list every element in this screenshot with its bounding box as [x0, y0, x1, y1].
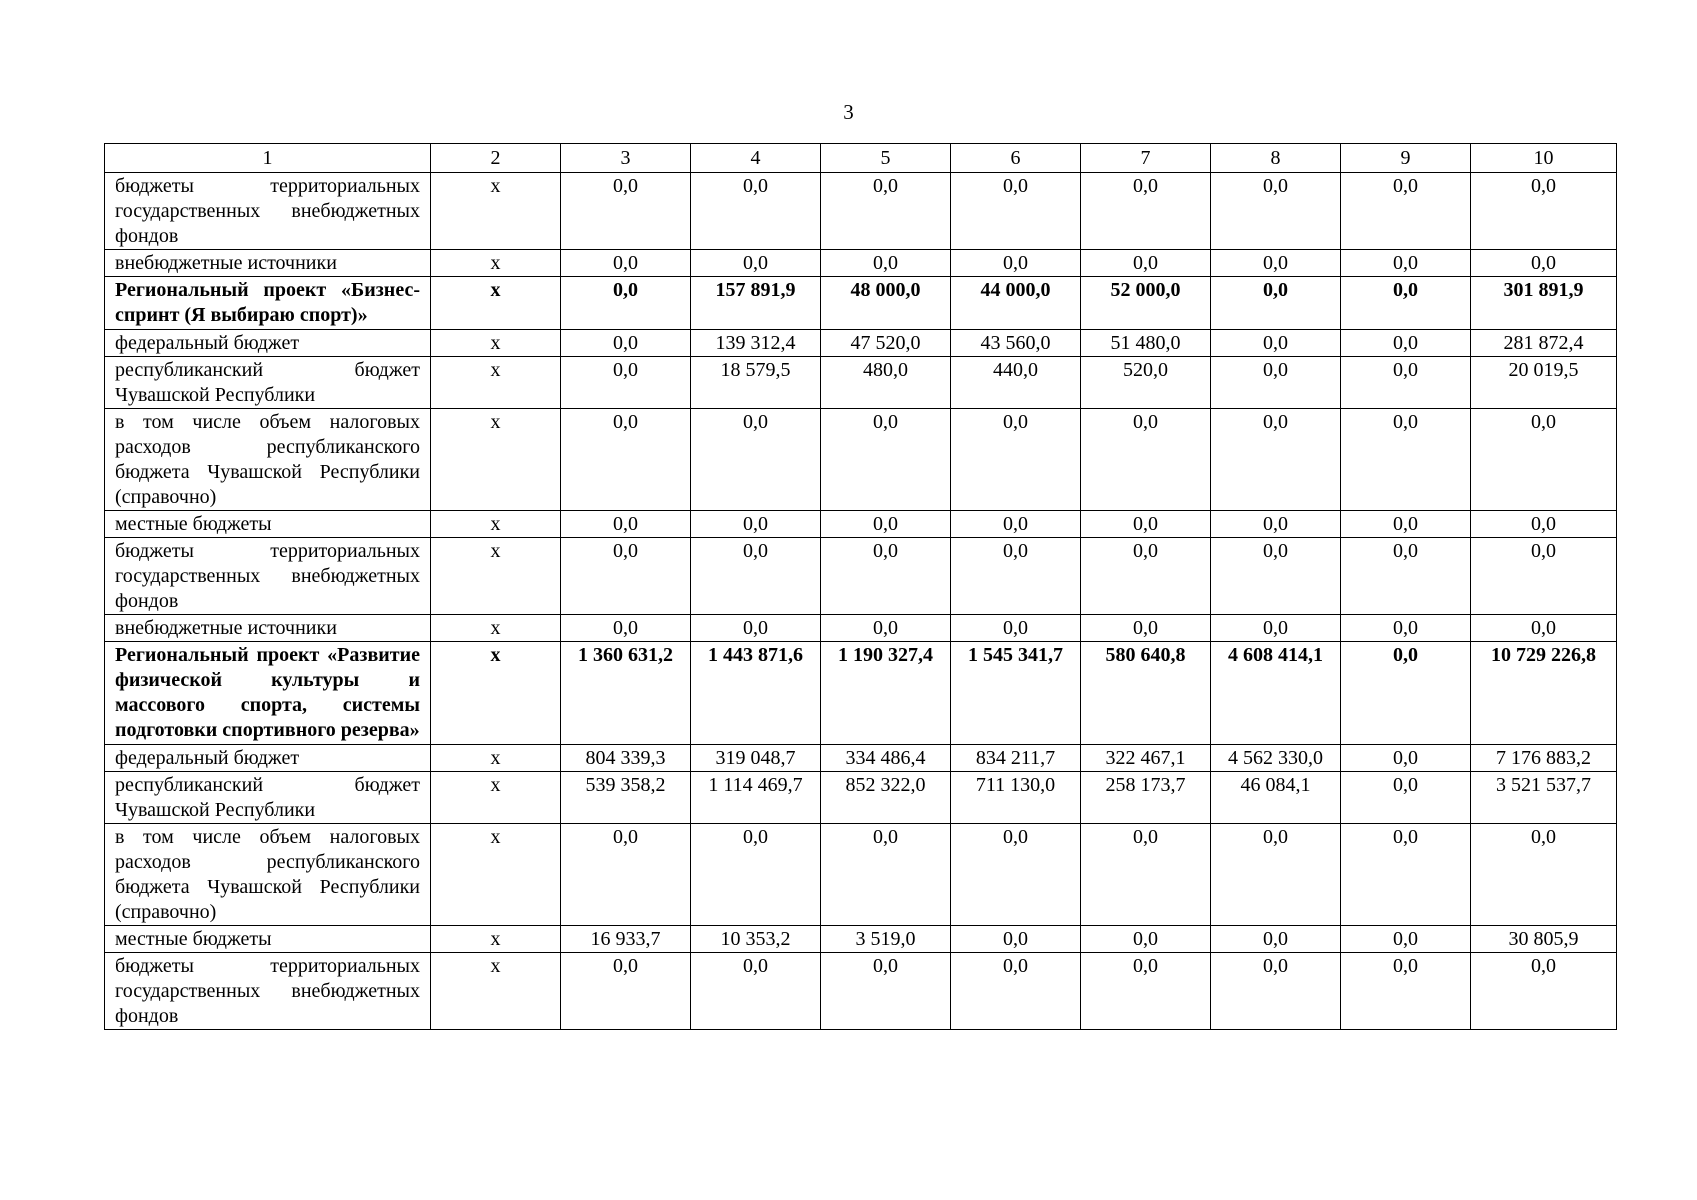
- value-cell: 301 891,9: [1471, 277, 1617, 330]
- value-cell: 0,0: [691, 250, 821, 277]
- value-cell: 1 443 871,6: [691, 642, 821, 745]
- project-row: [105, 277, 1617, 330]
- column-number: 9: [1341, 144, 1471, 173]
- value-cell: 0,0: [1211, 953, 1341, 1030]
- value-cell: 0,0: [1211, 330, 1341, 357]
- value-cell: 0,0: [1341, 615, 1471, 642]
- value-cell: 48 000,0: [821, 277, 951, 330]
- value-cell: 0,0: [1211, 173, 1341, 250]
- value-cell: 4 608 414,1: [1211, 642, 1341, 745]
- value-cell: 0,0: [951, 250, 1081, 277]
- row-code-cell: x: [431, 173, 561, 250]
- value-cell: 0,0: [561, 173, 691, 250]
- value-cell: 0,0: [691, 953, 821, 1030]
- value-cell: 20 019,5: [1471, 357, 1617, 409]
- row-code-cell: x: [431, 642, 561, 745]
- value-cell: 0,0: [561, 615, 691, 642]
- value-cell: 0,0: [1211, 357, 1341, 409]
- value-cell: 319 048,7: [691, 745, 821, 772]
- value-cell: 480,0: [821, 357, 951, 409]
- value-cell: 0,0: [1471, 824, 1617, 926]
- value-cell: 3 521 537,7: [1471, 772, 1617, 824]
- value-cell: 0,0: [1341, 250, 1471, 277]
- value-cell: 0,0: [821, 173, 951, 250]
- column-number: 5: [821, 144, 951, 173]
- value-cell: 0,0: [561, 330, 691, 357]
- value-cell: 18 579,5: [691, 357, 821, 409]
- value-cell: 0,0: [561, 953, 691, 1030]
- column-number: 8: [1211, 144, 1341, 173]
- value-cell: 852 322,0: [821, 772, 951, 824]
- value-cell: 0,0: [1211, 511, 1341, 538]
- value-cell: 0,0: [951, 926, 1081, 953]
- row-code-cell: x: [431, 615, 561, 642]
- table-row: [105, 357, 1617, 409]
- project-row: [105, 642, 1617, 745]
- value-cell: 0,0: [561, 277, 691, 330]
- value-cell: 0,0: [691, 173, 821, 250]
- value-cell: 0,0: [821, 824, 951, 926]
- column-number: 3: [561, 144, 691, 173]
- row-code-cell: x: [431, 409, 561, 511]
- value-cell: 0,0: [1341, 745, 1471, 772]
- row-code-cell: x: [431, 926, 561, 953]
- value-cell: 0,0: [821, 511, 951, 538]
- value-cell: 0,0: [561, 511, 691, 538]
- value-cell: 580 640,8: [1081, 642, 1211, 745]
- value-cell: 0,0: [691, 615, 821, 642]
- value-cell: 10 353,2: [691, 926, 821, 953]
- value-cell: 0,0: [951, 615, 1081, 642]
- row-name: бюджеты территориальных государственных внебюджетных фондов: [105, 953, 431, 1030]
- value-cell: 440,0: [951, 357, 1081, 409]
- value-cell: 0,0: [821, 538, 951, 615]
- value-cell: 0,0: [1341, 824, 1471, 926]
- row-code-cell: x: [431, 772, 561, 824]
- row-code-cell: x: [431, 538, 561, 615]
- value-cell: 1 190 327,4: [821, 642, 951, 745]
- value-cell: 0,0: [1081, 953, 1211, 1030]
- value-cell: 3 519,0: [821, 926, 951, 953]
- table-row: [105, 173, 1617, 250]
- value-cell: 0,0: [561, 357, 691, 409]
- value-cell: 0,0: [561, 250, 691, 277]
- row-name: местные бюджеты: [105, 926, 431, 953]
- column-number: 2: [431, 144, 561, 173]
- value-cell: 520,0: [1081, 357, 1211, 409]
- value-cell: 0,0: [1081, 173, 1211, 250]
- value-cell: 0,0: [1211, 824, 1341, 926]
- value-cell: 43 560,0: [951, 330, 1081, 357]
- row-name: республиканский бюджет Чувашской Республики: [105, 357, 431, 409]
- row-name: республиканский бюджет Чувашской Республики: [105, 772, 431, 824]
- value-cell: 834 211,7: [951, 745, 1081, 772]
- table-row: [105, 250, 1617, 277]
- value-cell: 0,0: [951, 511, 1081, 538]
- value-cell: 16 933,7: [561, 926, 691, 953]
- table-row: [105, 511, 1617, 538]
- value-cell: 0,0: [821, 250, 951, 277]
- row-code-cell: x: [431, 277, 561, 330]
- value-cell: 0,0: [951, 824, 1081, 926]
- table-row: [105, 953, 1617, 1030]
- value-cell: 52 000,0: [1081, 277, 1211, 330]
- table-row: [105, 772, 1617, 824]
- value-cell: 258 173,7: [1081, 772, 1211, 824]
- table-row: [105, 330, 1617, 357]
- value-cell: 4 562 330,0: [1211, 745, 1341, 772]
- value-cell: 0,0: [691, 824, 821, 926]
- row-code-cell: x: [431, 330, 561, 357]
- row-name: бюджеты территориальных государственных внебюджетных фондов: [105, 538, 431, 615]
- value-cell: 0,0: [1211, 277, 1341, 330]
- value-cell: 0,0: [1471, 538, 1617, 615]
- table-row: [105, 538, 1617, 615]
- value-cell: 0,0: [1081, 615, 1211, 642]
- value-cell: 334 486,4: [821, 745, 951, 772]
- value-cell: 0,0: [691, 409, 821, 511]
- row-name: в том числе объем налоговых расходов республиканского бюджета Чувашской Республики (справочно): [105, 824, 431, 926]
- value-cell: 0,0: [1211, 250, 1341, 277]
- value-cell: 539 358,2: [561, 772, 691, 824]
- value-cell: 0,0: [951, 173, 1081, 250]
- value-cell: 0,0: [1471, 615, 1617, 642]
- value-cell: 0,0: [1341, 357, 1471, 409]
- column-number-row: [105, 144, 1617, 173]
- table-row: [105, 615, 1617, 642]
- table-body: [105, 144, 1617, 1030]
- value-cell: 46 084,1: [1211, 772, 1341, 824]
- table-row: [105, 824, 1617, 926]
- value-cell: 0,0: [951, 538, 1081, 615]
- row-name: внебюджетные источники: [105, 250, 431, 277]
- value-cell: 0,0: [1341, 173, 1471, 250]
- value-cell: 0,0: [1471, 250, 1617, 277]
- row-name: внебюджетные источники: [105, 615, 431, 642]
- value-cell: 0,0: [1341, 409, 1471, 511]
- row-code-cell: x: [431, 250, 561, 277]
- page-number: 3: [843, 100, 854, 124]
- row-name: федеральный бюджет: [105, 745, 431, 772]
- value-cell: 804 339,3: [561, 745, 691, 772]
- value-cell: 0,0: [1211, 409, 1341, 511]
- value-cell: 0,0: [561, 824, 691, 926]
- value-cell: 0,0: [1341, 772, 1471, 824]
- value-cell: 7 176 883,2: [1471, 745, 1617, 772]
- value-cell: 0,0: [951, 953, 1081, 1030]
- value-cell: 10 729 226,8: [1471, 642, 1617, 745]
- value-cell: 0,0: [1341, 538, 1471, 615]
- value-cell: 0,0: [1471, 511, 1617, 538]
- value-cell: 0,0: [1081, 511, 1211, 538]
- column-number: 10: [1471, 144, 1617, 173]
- budget-table: [104, 143, 1617, 1030]
- value-cell: 1 114 469,7: [691, 772, 821, 824]
- value-cell: 0,0: [1341, 642, 1471, 745]
- value-cell: 47 520,0: [821, 330, 951, 357]
- value-cell: 157 891,9: [691, 277, 821, 330]
- row-code-cell: x: [431, 953, 561, 1030]
- value-cell: 0,0: [561, 538, 691, 615]
- row-name: Региональный проект «Бизнес-спринт (Я выбираю спорт)»: [105, 277, 431, 330]
- value-cell: 0,0: [951, 409, 1081, 511]
- value-cell: 0,0: [1211, 538, 1341, 615]
- value-cell: 0,0: [1341, 926, 1471, 953]
- value-cell: 0,0: [1081, 926, 1211, 953]
- value-cell: 139 312,4: [691, 330, 821, 357]
- row-name: местные бюджеты: [105, 511, 431, 538]
- column-number: 4: [691, 144, 821, 173]
- value-cell: 1 545 341,7: [951, 642, 1081, 745]
- table-row: [105, 409, 1617, 511]
- value-cell: 0,0: [1471, 173, 1617, 250]
- value-cell: 0,0: [691, 511, 821, 538]
- value-cell: 0,0: [1341, 330, 1471, 357]
- value-cell: 0,0: [1081, 250, 1211, 277]
- value-cell: 0,0: [821, 409, 951, 511]
- row-code-cell: x: [431, 745, 561, 772]
- value-cell: 0,0: [1081, 824, 1211, 926]
- value-cell: 30 805,9: [1471, 926, 1617, 953]
- value-cell: 0,0: [1471, 953, 1617, 1030]
- value-cell: 0,0: [1211, 926, 1341, 953]
- value-cell: 0,0: [821, 615, 951, 642]
- value-cell: 0,0: [1341, 277, 1471, 330]
- value-cell: 0,0: [1341, 953, 1471, 1030]
- row-code-cell: x: [431, 357, 561, 409]
- table-row: [105, 926, 1617, 953]
- table-row: [105, 745, 1617, 772]
- column-number: 1: [105, 144, 431, 173]
- value-cell: 1 360 631,2: [561, 642, 691, 745]
- row-name: в том числе объем налоговых расходов республиканского бюджета Чувашской Республики (справочно): [105, 409, 431, 511]
- value-cell: 51 480,0: [1081, 330, 1211, 357]
- row-name: бюджеты территориальных государственных внебюджетных фондов: [105, 173, 431, 250]
- value-cell: 711 130,0: [951, 772, 1081, 824]
- value-cell: 0,0: [1081, 409, 1211, 511]
- value-cell: 0,0: [1471, 409, 1617, 511]
- value-cell: 281 872,4: [1471, 330, 1617, 357]
- value-cell: 0,0: [1341, 511, 1471, 538]
- row-name: Региональный проект «Развитие физической культуры и массового спорта, системы подготовки спортивного резерва»: [105, 642, 431, 745]
- value-cell: 0,0: [1081, 538, 1211, 615]
- value-cell: 322 467,1: [1081, 745, 1211, 772]
- value-cell: 0,0: [1211, 615, 1341, 642]
- column-number: 7: [1081, 144, 1211, 173]
- row-code-cell: x: [431, 511, 561, 538]
- value-cell: 44 000,0: [951, 277, 1081, 330]
- row-name: федеральный бюджет: [105, 330, 431, 357]
- value-cell: 0,0: [691, 538, 821, 615]
- row-code-cell: x: [431, 824, 561, 926]
- value-cell: 0,0: [561, 409, 691, 511]
- column-number: 6: [951, 144, 1081, 173]
- value-cell: 0,0: [821, 953, 951, 1030]
